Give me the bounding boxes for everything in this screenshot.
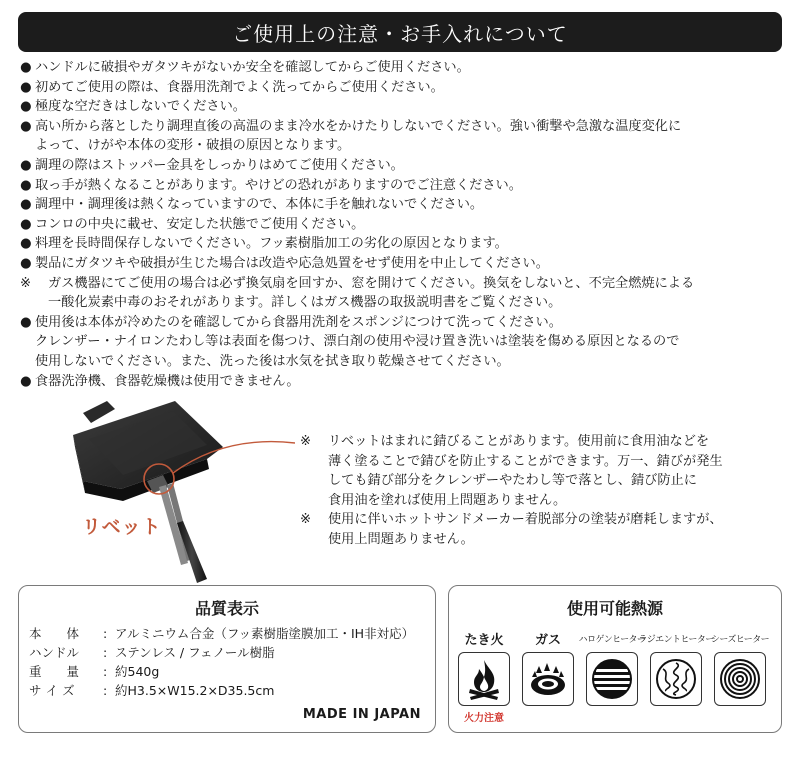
page-title-text: ご使用上の注意・お手入れについて [232,21,568,46]
caution-text: 料理を長時間保存しないでください。フッ素樹脂加工の劣化の原因となります。 [35,236,508,252]
bullet-mark: ● [20,255,32,271]
heat-source-label: シーズヒーター [711,634,769,645]
caution-item [20,156,785,176]
bullet-mark: ● [20,197,32,213]
caution-item [20,274,785,313]
caution-text: 食器洗浄機、食器乾燥機は使用できません。 [35,373,300,389]
gas-burner-icon [522,652,574,706]
bullet-mark: ● [20,177,32,193]
bullet-mark: ● [20,236,32,252]
page-title [18,12,782,52]
rivet-note-text: リベットはまれに錆びることがあります。使用前に食用油などを 薄く塗ることで錆びを防止することができます。万一、錆びが発生 しても錆び部分をクレンザーやたわし等で落とし、錆び防止に 食用油を塗れば使用上問題ありません。 [328,434,723,508]
reference-mark: ※ [20,275,32,291]
heat-source-label: ハロゲンヒーター [578,634,646,645]
made-in-label: MADE IN JAPAN [302,707,421,722]
caution-item [20,195,785,215]
caution-item [20,313,785,372]
bullet-mark: ● [20,373,32,389]
spec-value: アルミニウム合金（フッ素樹脂塗膜加工・IH非対応） [115,626,415,641]
quality-label-box [18,585,436,733]
bullet-mark: ● [20,79,32,95]
caution-item [20,254,785,274]
spec-row: サ イ ズ : 約H3.5×W15.2×D35.5cm [29,683,275,698]
heat-source-halogen [578,626,646,706]
heat-source-label: ガス [534,632,561,648]
caution-text: コンロの中央に載せ、安定した状態でご使用ください。 [35,216,365,232]
spec-value: 約540g [115,664,160,679]
caution-item [20,372,785,392]
reference-mark: ※ [300,434,312,449]
spec-key: ハンドル [29,645,80,660]
heat-source-gas [519,626,577,706]
caution-text: 極度な空だきはしないでください。 [35,99,246,115]
heat-source-sheathed [711,626,769,706]
sheathed-heater-icon [714,652,766,706]
heat-source-label: たき火 [464,632,504,648]
spec-row: 重 量 : 約540g [29,664,160,679]
spec-table [29,624,414,700]
bullet-mark: ● [20,314,32,330]
caution-item [20,97,785,117]
spec-row: ハンドル : ステンレス / フェノール樹脂 [29,645,275,660]
caution-text: 初めてご使用の際は、食器用洗剤でよく洗ってからご使用ください。 [35,79,444,95]
heat-source-title: 使用可能熱源 [566,599,663,618]
caution-item [20,176,785,196]
caution-item [20,78,785,98]
rivet-label: リベット [82,516,162,538]
caution-item [20,215,785,235]
caution-item [20,234,785,254]
caution-text: 製品にガタツキや破損が生じた場合は改造や応急処置をせず使用を中止してください。 [35,255,549,271]
spec-key: サ イ ズ [29,683,75,698]
caution-text: 使用後は本体が冷めたのを確認してから食器用洗剤をスポンジにつけて洗ってください。 クレンザー・ナイロンたわし等は表面を傷つけ、漂白剤の使用や浸け置き洗いは塗装を傷める原因となるので 使用しないでください。また、洗った後は水気を拭き取り乾燥させてください。 [35,314,680,369]
heat-source-label: ラジエントヒーター [638,634,714,645]
heat-note: 火力注意 [464,713,504,724]
rivet-note [300,510,780,549]
reference-mark: ※ [300,512,312,528]
spec-key: 重 量 [29,664,80,679]
caution-text: 取っ手が熱くなることがあります。やけどの恐れがありますのでご注意ください。 [35,177,522,193]
halogen-heater-icon [586,652,638,706]
caution-text: ガス機器にてご使用の場合は必ず換気扇を回すか、窓を開けてください。換気をしないと、不完全燃焼による 一酸化炭素中毒のおそれがあります。詳しくはガス機器の取扱説明書をご覧ください。 [48,275,695,311]
rivet-note-text: 使用に伴いホットサンドメーカー着脱部分の塗装が磨耗しますが、 使用上問題ありません。 [328,512,723,547]
hot-sandwich-maker-illustration [55,395,295,585]
heat-source-radiant [638,626,714,706]
quality-title: 品質表示 [194,599,259,618]
bullet-mark: ● [20,157,32,173]
bullet-mark: ● [20,216,32,232]
caution-text: 調理の際はストッパー金具をしっかりはめてご使用ください。 [35,157,404,173]
spec-value: 約H3.5×W15.2×D35.5cm [115,683,275,698]
campfire-icon [458,652,510,706]
caution-item [20,58,785,78]
bullet-mark: ● [20,99,32,115]
spec-row: 本 体 : アルミニウム合金（フッ素樹脂塗膜加工・IH非対応） [29,626,415,641]
heat-source-box [448,585,782,733]
spec-value: ステンレス / フェノール樹脂 [115,645,275,660]
caution-text: 高い所から落としたり調理直後の高温のまま冷水をかけたりしないでください。強い衝撃や急激な温度変化に よって、けがや本体の変形・破損の原因となります。 [35,118,682,154]
rivet-notes [300,432,780,550]
caution-text: 調理中・調理後は熱くなっていますので、本体に手を触れないでください。 [35,197,484,213]
caution-item [20,117,785,156]
heat-source-campfire [455,626,513,724]
spec-key: 本 体 [29,626,80,641]
radiant-heater-icon [650,652,702,706]
caution-list [20,58,785,391]
bullet-mark: ● [20,118,32,134]
rivet-note [300,432,780,510]
caution-text: ハンドルに破損やガタツキがないか安全を確認してからご使用ください。 [35,60,470,75]
bullet-mark: ● [20,60,32,75]
